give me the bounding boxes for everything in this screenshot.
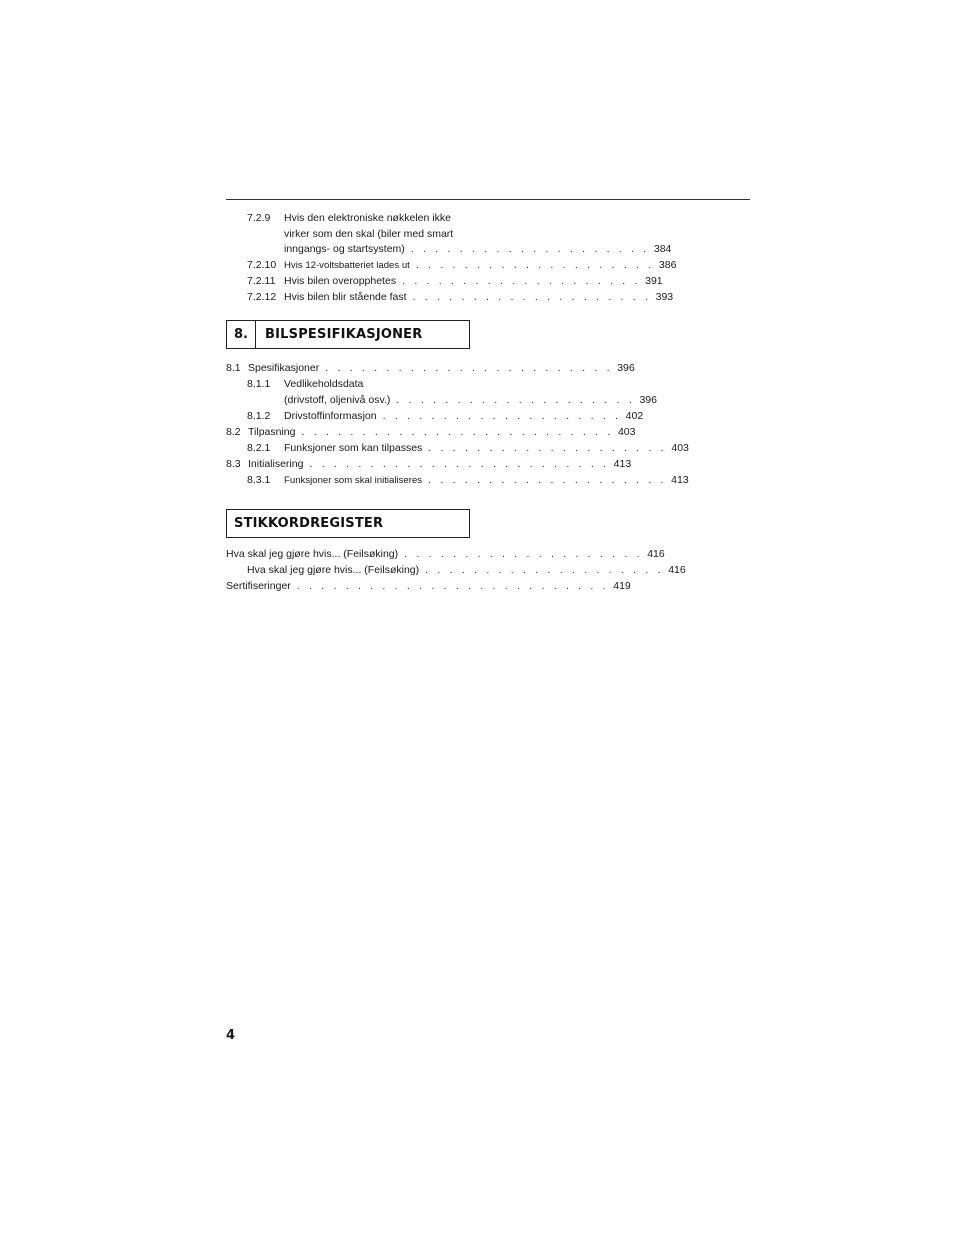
toc-entry-label: virker som den skal (biler med smart <box>284 227 454 240</box>
toc-entry-7-2-9[interactable] <box>226 211 470 227</box>
leader-dots: . . . . . . . . . . . . . . . . . . . . . . . . . . <box>296 580 609 592</box>
toc-entry-number: 8.1.1 <box>247 378 271 390</box>
toc-entry-page: 419 <box>613 580 631 592</box>
toc-entry-number: 8.2.1 <box>247 441 271 454</box>
toc-entry-page: 384 <box>653 243 672 255</box>
toc-entry-label: Hvis bilen overopphetes <box>284 275 397 287</box>
leader-dots: . . . . . . . . . . . . . . . . . . . . . . . . <box>325 362 613 374</box>
toc-entry-number: 7.2.12 <box>247 291 277 303</box>
toc-entry-label: inngangs- og startsystem) <box>284 243 405 255</box>
toc-entry-label: (drivstoff, oljenivå osv.) <box>284 393 391 406</box>
toc-section-7-continued <box>226 211 677 306</box>
toc-entry-label: Hvis den elektroniske nøkkelen ikke <box>284 212 451 224</box>
leader-dots: . . . . . . . . . . . . . . . . . . . . <box>428 473 667 486</box>
leader-dots: . . . . . . . . . . . . . . . . . . . . <box>402 275 641 287</box>
toc-entry-8-2-1[interactable] <box>226 441 689 457</box>
toc-entry-8-1-1[interactable] <box>226 377 470 393</box>
index-section-title: STIKKORDREGISTER <box>234 516 384 531</box>
toc-entry-number: 8.1 <box>226 362 241 374</box>
toc-entry-label: Spesifikasjoner <box>248 362 320 374</box>
toc-entry-page: 402 <box>625 409 644 422</box>
toc-entry-page: 416 <box>647 548 665 560</box>
toc-entry-label: Hva skal jeg gjøre hvis... (Feilsøking) <box>226 548 399 560</box>
leader-dots: . . . . . . . . . . . . . . . . . . . . <box>425 564 664 576</box>
toc-entry-8-1-2[interactable] <box>226 409 644 425</box>
toc-entry-index-troubleshooting[interactable] <box>226 547 665 563</box>
toc-entry-8-3[interactable] <box>226 457 632 473</box>
page-number: 4 <box>226 1028 236 1043</box>
toc-entry-page: 386 <box>658 259 677 271</box>
toc-entry-7-2-11[interactable] <box>226 274 663 290</box>
leader-dots: . . . . . . . . . . . . . . . . . . . . <box>415 259 655 271</box>
toc-entry-7-2-10[interactable] <box>226 258 677 274</box>
toc-entry-page: 396 <box>639 393 657 406</box>
toc-entry-label: Funksjoner som kan tilpasses <box>284 441 423 454</box>
toc-entry-8-1[interactable] <box>226 361 635 377</box>
index-section-header <box>226 509 470 538</box>
toc-entry-page: 393 <box>655 291 674 303</box>
toc-entry-page: 413 <box>671 473 689 486</box>
toc-entry-number: 8.3 <box>226 457 241 470</box>
toc-entry-number: 8.3.1 <box>247 473 271 486</box>
toc-entry-index-certifications[interactable] <box>226 579 631 595</box>
toc-entry-number: 7.2.10 <box>247 259 277 271</box>
header-rule <box>226 199 750 200</box>
leader-dots: . . . . . . . . . . . . . . . . . . . . <box>404 548 643 560</box>
toc-entry-label: Funksjoner som skal initialiseres <box>284 474 423 486</box>
leader-dots: . . . . . . . . . . . . . . . . . . . . <box>412 291 652 303</box>
toc-entry-page: 413 <box>613 457 632 470</box>
leader-dots: . . . . . . . . . . . . . . . . . . . . <box>396 393 635 406</box>
toc-entry-label: Hvis 12-voltsbatteriet lades ut <box>284 260 410 271</box>
toc-entry-page: 416 <box>668 564 686 576</box>
toc-entry-page: 391 <box>645 275 663 287</box>
chapter-number: 8. <box>227 321 256 348</box>
toc-entry-label: Sertifiseringer <box>226 580 291 592</box>
toc-entry-label: Vedlikeholdsdata <box>284 378 364 390</box>
toc-entry-8-2[interactable] <box>226 425 636 441</box>
leader-dots: . . . . . . . . . . . . . . . . . . . . . . . . . . <box>301 425 614 438</box>
toc-entry-label: Drivstoffinformasjon <box>284 409 377 422</box>
toc-entry-label: Hva skal jeg gjøre hvis... (Feilsøking) <box>247 564 420 576</box>
toc-entry-number: 7.2.9 <box>247 212 271 224</box>
toc-entry-page: 403 <box>671 441 689 454</box>
leader-dots: . . . . . . . . . . . . . . . . . . . . <box>410 243 650 255</box>
toc-entry-page: 403 <box>617 425 636 438</box>
toc-entry-index-troubleshooting-sub[interactable] <box>226 563 686 579</box>
leader-dots: . . . . . . . . . . . . . . . . . . . . . . . . . <box>309 457 610 470</box>
toc-entry-label: Hvis bilen blir stående fast <box>284 291 407 303</box>
toc-entry-number: 8.2 <box>226 425 241 438</box>
toc-entry-7-2-9-line-3[interactable] <box>226 242 672 258</box>
toc-section-index <box>226 547 686 595</box>
toc-entry-label: Initialisering <box>248 457 304 470</box>
chapter-8-header <box>226 320 470 349</box>
chapter-title: BILSPESIFIKASJONER <box>265 327 423 342</box>
leader-dots: . . . . . . . . . . . . . . . . . . . . <box>428 441 667 454</box>
toc-entry-number: 7.2.11 <box>247 275 276 287</box>
leader-dots: . . . . . . . . . . . . . . . . . . . . <box>382 409 622 422</box>
toc-entry-label: Tilpasning <box>248 425 296 438</box>
toc-entry-8-1-1-line-2[interactable] <box>226 393 657 409</box>
toc-entry-page: 396 <box>617 362 635 374</box>
toc-section-8 <box>226 361 689 488</box>
toc-entry-number: 8.1.2 <box>247 409 271 422</box>
toc-entry-7-2-12[interactable] <box>226 290 674 306</box>
toc-entry-8-3-1[interactable] <box>226 473 689 489</box>
toc-entry-7-2-9-line-2[interactable] <box>226 227 470 243</box>
